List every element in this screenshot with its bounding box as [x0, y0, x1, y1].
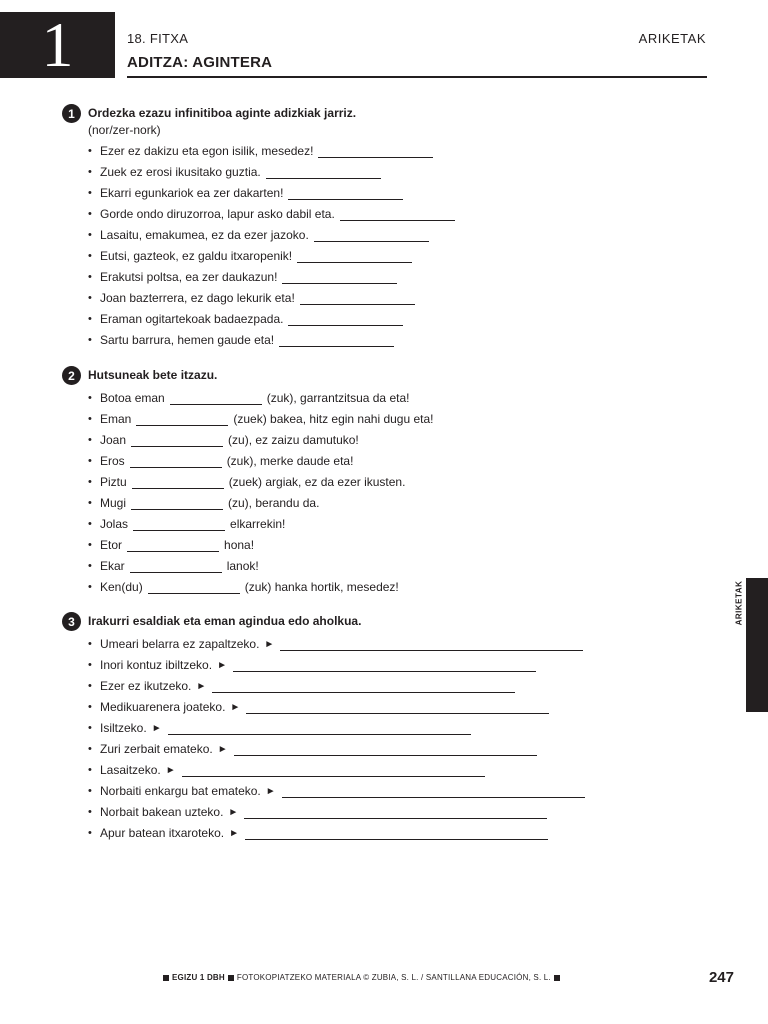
- item-text-before: Jolas: [100, 517, 129, 531]
- arrow-right-icon: ►: [265, 786, 276, 797]
- bullet-icon: •: [88, 145, 92, 157]
- item-text: Ezer ez ikutzeko.: [100, 679, 192, 693]
- item-text-before: Botoa eman: [100, 391, 165, 405]
- answer-blank[interactable]: [182, 764, 485, 777]
- exercise-2-list: [88, 388, 434, 598]
- item-text: Isiltzeko.: [100, 721, 147, 735]
- item-text-before: Ken(du): [100, 580, 143, 594]
- exercise-2: [62, 366, 434, 598]
- answer-blank[interactable]: [133, 518, 225, 531]
- exercise-3-header: [62, 612, 590, 631]
- bullet-icon: •: [88, 476, 92, 488]
- item-text: Medikuarenera joateko.: [100, 700, 226, 714]
- item-text-before: Ekar: [100, 559, 125, 573]
- list-item: [88, 739, 590, 760]
- bullet-icon: •: [88, 208, 92, 220]
- list-item: [88, 655, 590, 676]
- item-text: Lasaitzeko.: [100, 763, 161, 777]
- square-bullet-icon: [554, 975, 560, 981]
- arrow-right-icon: ►: [217, 660, 227, 671]
- item-text: Zuri zerbait emateko.: [100, 742, 213, 756]
- item-text-before: Eman: [100, 412, 132, 426]
- list-item: [88, 388, 434, 409]
- bullet-icon: •: [88, 701, 92, 713]
- item-text-before: Mugi: [100, 496, 127, 510]
- item-text: Eutsi, gazteok, ez galdu itxaropenik!: [100, 249, 293, 263]
- item-text-after: (zuk), merke daude eta!: [226, 454, 354, 468]
- arrow-right-icon: ►: [151, 723, 162, 734]
- footer-course: EGIZU 1 DBH: [172, 973, 225, 982]
- list-item: [88, 697, 590, 718]
- side-tab-text: ARIKETAK: [734, 580, 744, 625]
- list-item: [88, 451, 434, 472]
- footer: [160, 973, 563, 982]
- exercise-3-title: Irakurri esaldiak eta eman agindua edo aholkua.: [88, 614, 362, 628]
- list-item: [88, 330, 460, 351]
- answer-blank[interactable]: [279, 334, 394, 347]
- bullet-icon: •: [88, 434, 92, 446]
- list-item: [88, 225, 460, 246]
- arrow-right-icon: ►: [264, 639, 275, 650]
- footer-copyright: FOTOKOPIATZEKO MATERIALA © ZUBIA, S. L. / SANTILLANA EDUCACIÓN, S. L.: [236, 973, 551, 982]
- bullet-icon: •: [88, 638, 92, 650]
- answer-blank[interactable]: [266, 166, 381, 179]
- item-text: Ekarri egunkariok ea zer dakarten!: [100, 186, 284, 200]
- bullet-icon: •: [88, 743, 92, 755]
- answer-blank[interactable]: [280, 638, 583, 651]
- answer-blank[interactable]: [130, 455, 222, 468]
- list-item: [88, 535, 434, 556]
- answer-blank[interactable]: [314, 229, 429, 242]
- list-item: [88, 204, 460, 225]
- list-item: [88, 472, 434, 493]
- list-item: [88, 676, 590, 697]
- answer-blank[interactable]: [234, 743, 537, 756]
- bullet-icon: •: [88, 581, 92, 593]
- answer-blank[interactable]: [131, 434, 223, 447]
- list-item: [88, 267, 460, 288]
- bullet-icon: •: [88, 518, 92, 530]
- item-text-after: (zu), ez zaizu damutuko!: [228, 433, 359, 447]
- list-item: [88, 634, 590, 655]
- bullet-icon: •: [88, 455, 92, 467]
- answer-blank[interactable]: [246, 701, 549, 714]
- answer-blank[interactable]: [127, 539, 219, 552]
- exercise-number-badge: 3: [62, 612, 81, 631]
- list-item: [88, 514, 434, 535]
- bullet-icon: •: [88, 539, 92, 551]
- list-item: [88, 577, 434, 598]
- item-text: Lasaitu, emakumea, ez da ezer jazoko.: [100, 228, 309, 242]
- arrow-right-icon: ►: [217, 744, 228, 755]
- item-text-after: lanok!: [226, 559, 259, 573]
- bullet-icon: •: [88, 292, 92, 304]
- unit-number: 1: [41, 9, 74, 80]
- answer-blank[interactable]: [233, 659, 536, 672]
- exercise-1-subtitle: (nor/zer-nork): [88, 123, 161, 137]
- item-text-after: (zuek) argiak, ez da ezer ikusten.: [228, 475, 406, 489]
- list-item: [88, 309, 460, 330]
- bullet-icon: •: [88, 166, 92, 178]
- arrow-right-icon: ►: [165, 765, 176, 776]
- exercise-1-title: Ordezka ezazu infinitiboa aginte adizkiak jarriz.: [88, 106, 357, 120]
- section-label: ARIKETAK: [638, 31, 706, 46]
- bullet-icon: •: [88, 680, 92, 692]
- answer-blank[interactable]: [245, 827, 548, 840]
- answer-blank[interactable]: [288, 313, 403, 326]
- answer-blank[interactable]: [340, 208, 455, 221]
- bullet-icon: •: [88, 250, 92, 262]
- item-text-before: Piztu: [100, 475, 127, 489]
- answer-blank[interactable]: [288, 187, 403, 200]
- item-text: Eraman ogitartekoak badaezpada.: [100, 312, 284, 326]
- item-text: Sartu barrura, hemen gaude eta!: [100, 333, 275, 347]
- answer-blank[interactable]: [282, 271, 397, 284]
- exercise-number-badge: 1: [62, 104, 81, 123]
- page-title: ADITZA: AGINTERA: [127, 54, 273, 71]
- exercise-1: [62, 104, 460, 351]
- side-tab-label: [732, 580, 746, 625]
- title-divider: [127, 76, 707, 78]
- exercise-1-list: [88, 141, 460, 351]
- item-text: Ezer ez dakizu eta egon isilik, mesedez!: [100, 144, 314, 158]
- bullet-icon: •: [88, 722, 92, 734]
- bullet-icon: •: [88, 806, 92, 818]
- answer-blank[interactable]: [282, 785, 585, 798]
- bullet-icon: •: [88, 497, 92, 509]
- list-item: [88, 288, 460, 309]
- item-text: Joan bazterrera, ez dago lekurik eta!: [100, 291, 295, 305]
- item-text-before: Joan: [100, 433, 127, 447]
- item-text: Erakutsi poltsa, ea zer daukazun!: [100, 270, 278, 284]
- item-text: Umeari belarra ez zapaltzeko.: [100, 637, 260, 651]
- item-text: Inori kontuz ibiltzeko.: [100, 658, 213, 672]
- item-text-after: (zuk), garrantzitsua da eta!: [266, 391, 410, 405]
- bullet-icon: •: [88, 764, 92, 776]
- item-text-after: elkarrekin!: [230, 517, 286, 531]
- arrow-right-icon: ►: [228, 807, 239, 818]
- unit-number-box: [0, 9, 115, 80]
- item-text: Gorde ondo diruzorroa, lapur asko dabil eta.: [100, 207, 335, 221]
- answer-blank[interactable]: [130, 560, 222, 573]
- exercise-2-title: Hutsuneak bete itzazu.: [88, 368, 218, 382]
- list-item: [88, 162, 460, 183]
- answer-blank[interactable]: [300, 292, 415, 305]
- item-text-before: Etor: [100, 538, 123, 552]
- bullet-icon: •: [88, 313, 92, 325]
- answer-blank[interactable]: [148, 581, 240, 594]
- exercise-3: [62, 612, 590, 844]
- square-bullet-icon: [163, 975, 169, 981]
- exercise-2-header: [62, 366, 434, 385]
- square-bullet-icon: [228, 975, 234, 981]
- answer-blank[interactable]: [244, 806, 547, 819]
- list-item: [88, 246, 460, 267]
- bullet-icon: •: [88, 413, 92, 425]
- bullet-icon: •: [88, 560, 92, 572]
- answer-blank[interactable]: [136, 413, 228, 426]
- bullet-icon: •: [88, 271, 92, 283]
- item-text-after: (zu), berandu da.: [228, 496, 320, 510]
- item-text: Norbaiti enkargu bat emateko.: [100, 784, 261, 798]
- page-number: 247: [708, 969, 734, 986]
- exercise-3-list: [88, 634, 590, 844]
- bullet-icon: •: [88, 187, 92, 199]
- list-item: [88, 802, 590, 823]
- list-item: [88, 781, 590, 802]
- answer-blank[interactable]: [168, 722, 471, 735]
- arrow-right-icon: ►: [230, 702, 241, 713]
- arrow-right-icon: ►: [229, 828, 239, 839]
- item-text: Norbait bakean uzteko.: [100, 805, 224, 819]
- list-item: [88, 493, 434, 514]
- sheet-label: 18. FITXA: [127, 31, 189, 46]
- item-text: Zuek ez erosi ikusitako guztia.: [100, 165, 261, 179]
- item-text-after: hona!: [224, 538, 255, 552]
- list-item: [88, 409, 434, 430]
- answer-blank[interactable]: [131, 497, 223, 510]
- list-item: [88, 141, 460, 162]
- answer-blank[interactable]: [297, 250, 412, 263]
- answer-blank[interactable]: [170, 392, 262, 405]
- bullet-icon: •: [88, 229, 92, 241]
- bullet-icon: •: [88, 827, 92, 839]
- list-item: [88, 760, 590, 781]
- list-item: [88, 183, 460, 204]
- exercise-number-badge: 2: [62, 366, 81, 385]
- item-text-after: (zuek) bakea, hitz egin nahi dugu eta!: [233, 412, 434, 426]
- answer-blank[interactable]: [132, 476, 224, 489]
- side-tab-marker: [746, 578, 768, 712]
- bullet-icon: •: [88, 659, 92, 671]
- answer-blank[interactable]: [318, 145, 433, 158]
- answer-blank[interactable]: [212, 680, 515, 693]
- exercise-1-header: [62, 104, 460, 123]
- item-text: Apur batean itxaroteko.: [100, 826, 225, 840]
- list-item: [88, 823, 590, 844]
- bullet-icon: •: [88, 334, 92, 346]
- item-text-before: Eros: [100, 454, 125, 468]
- item-text-after: (zuk) hanka hortik, mesedez!: [244, 580, 399, 594]
- list-item: [88, 718, 590, 739]
- bullet-icon: •: [88, 785, 92, 797]
- arrow-right-icon: ►: [196, 681, 207, 692]
- list-item: [88, 556, 434, 577]
- list-item: [88, 430, 434, 451]
- bullet-icon: •: [88, 392, 92, 404]
